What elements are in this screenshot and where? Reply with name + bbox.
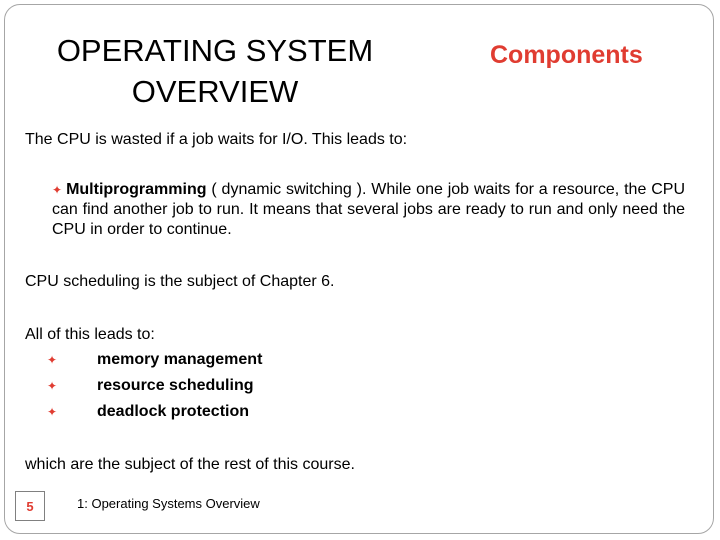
footer-text: 1: Operating Systems Overview [77, 496, 260, 511]
closing-text: which are the subject of the rest of this course. [25, 456, 355, 473]
bullet-icon: ✦ [47, 405, 58, 419]
bullet-icon: ✦ [52, 183, 63, 197]
multiprogramming-text: ( dynamic switching ). While one job waits for a resource, the CPU can find another job to run. It means that several jobs are ready to run and only need the CPU in order to continue. [52, 181, 685, 238]
leads-to-text: All of this leads to: [25, 326, 155, 343]
scheduling-text: CPU scheduling is the subject of Chapter 6. [25, 273, 335, 290]
list-item [47, 402, 250, 422]
slide-subtitle: Components [490, 41, 643, 69]
list-item [47, 350, 263, 370]
multiprogramming-paragraph [52, 180, 685, 240]
multiprogramming-term: Multiprogramming [66, 181, 207, 198]
intro-text: The CPU is wasted if a job waits for I/O. This leads to: [25, 131, 408, 148]
bullet-icon: ✦ [47, 379, 58, 393]
page-number: 5 [15, 491, 45, 521]
list-item-label: memory management [97, 351, 263, 368]
list-item [47, 376, 254, 396]
bullet-icon: ✦ [47, 353, 58, 367]
slide-title: OPERATING SYSTEM OVERVIEW [56, 33, 374, 109]
list-item-label: resource scheduling [97, 377, 254, 394]
list-item-label: deadlock protection [97, 403, 250, 420]
